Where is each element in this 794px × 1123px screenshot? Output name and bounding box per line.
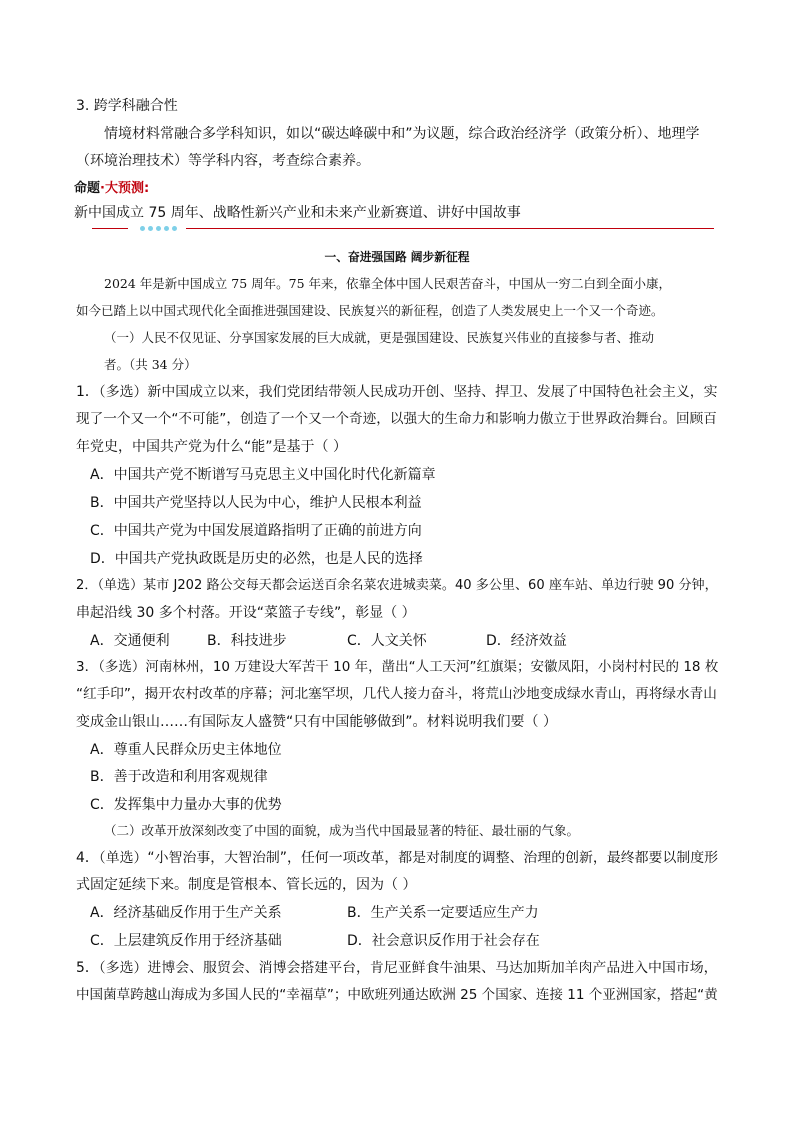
q1-line2: 现了一个又一个“不可能”，创造了一个又一个奇迹，以强大的生命力和影响力傲立于世界政治舞台。回顾百 xyxy=(76,411,717,427)
q3-line1: 3．（多选）河南林州，10 万建设大军苦干 10 年，凿出“人工天河”红旗渠；安徽凤阳，小岗村村民的 18 枚 xyxy=(76,659,719,675)
q4-option-d: D．社会意识反作用于社会存在 xyxy=(347,933,540,949)
forecast-label-sep: · xyxy=(100,181,105,196)
forecast-label-main: 大预测: xyxy=(104,181,150,196)
q1-line3: 年党史，中国共产党为什么“能”是基于（ ） xyxy=(76,439,347,455)
divider-dot xyxy=(164,226,169,231)
subsection-1-line1: （一）人民不仅见证、分享国家发展的巨大成就，更是强国建设、民族复兴伟业的直接参与者、推动 xyxy=(104,330,655,345)
q5-line2: 中国菌草跨越山海成为多国人民的“幸福草”；中欧班列通达欧洲 25 个国家、连接 11 个亚洲国家，搭起“黄 xyxy=(76,987,718,1003)
q3-line2: “红手印”，揭开农村改革的序幕；河北塞罕坝，几代人接力奋斗，将荒山沙地变成绿水青山，再将绿水青山 xyxy=(76,686,717,702)
q4-line2: 式固定延续下来。制度是管根本、管长远的，因为（ ） xyxy=(76,877,417,893)
q2-option-a: A．交通便利 xyxy=(90,633,170,649)
q3-option-b: B．善于改造和利用客观规律 xyxy=(90,769,268,785)
q1-option-a: A．中国共产党不断谱写马克思主义中国化时代化新篇章 xyxy=(90,467,436,483)
section-para-line2: 如今已踏上以中国式现代化全面推进强国建设、民族复兴的新征程，创造了人类发展史上一个又一个奇迹。 xyxy=(76,303,664,318)
divider-dot xyxy=(172,226,177,231)
q1-option-d: D．中国共产党执政既是历史的必然，也是人民的选择 xyxy=(90,551,423,567)
divider-dot xyxy=(156,226,161,231)
forecast-label xyxy=(74,180,149,198)
q4-line1: 4．（单选）“小智治事，大智治制”，任何一项改革，都是对制度的调整、治理的创新，最终都要以制度形 xyxy=(76,850,719,866)
intro-body-line2: （环境治理技术）等学科内容，考查综合素养。 xyxy=(76,153,370,169)
q1-option-b: B．中国共产党坚持以人民为中心，维护人民根本利益 xyxy=(90,495,422,511)
subsection-1-line2: 者。（共 34 分） xyxy=(104,357,197,372)
divider-dot xyxy=(140,226,145,231)
q1-line1: 1．（多选）新中国成立以来，我们党团结带领人民成功开创、坚持、捍卫、发展了中国特色社会主义，实 xyxy=(76,384,718,400)
q2-line1: 2．（单选）某市 J202 路公交每天都会运送百余名菜农进城卖菜。40 多公里、60 座车站、单边行驶 90 分钟， xyxy=(76,578,718,593)
section-title: 一、奋进强国路 阔步新征程 xyxy=(324,250,470,264)
q3-option-c: C．发挥集中力量办大事的优势 xyxy=(90,797,282,813)
q3-option-a: A．尊重人民群众历史主体地位 xyxy=(90,742,282,758)
q3-line3: 变成金山银山……有国际友人盛赞“只有中国能够做到”。材料说明我们要（ ） xyxy=(76,714,557,730)
q2-option-c: C．人文关怀 xyxy=(347,633,427,649)
forecast-topics: 新中国成立 75 周年、战略性新兴产业和未来产业新赛道、讲好中国故事 xyxy=(74,205,521,221)
q2-option-b: B．科技进步 xyxy=(207,633,287,649)
section-para-line1: 2024 年是新中国成立 75 周年。75 年来，依靠全体中国人民艰苦奋斗，中国从一穷二白到全面小康， xyxy=(104,276,672,291)
q2-line2: 串起沿线 30 多个村落。开设“菜篮子专线”，彰显（ ） xyxy=(76,605,416,621)
divider-rule-left xyxy=(92,228,128,229)
divider-dot xyxy=(148,226,153,231)
divider-rule-right xyxy=(186,228,714,229)
subsection-2: （二）改革开放深刻改变了中国的面貌，成为当代中国最显著的特征、最壮丽的气象。 xyxy=(104,823,580,838)
q5-line1: 5．（多选）进博会、服贸会、消博会搭建平台，肯尼亚鲜食牛油果、马达加斯加羊肉产品进入中国市场， xyxy=(76,960,718,976)
q4-option-a: A．经济基础反作用于生产关系 xyxy=(90,905,282,921)
intro-body-line1: 情境材料常融合多学科知识，如以“碳达峰碳中和”为议题，综合政治经济学（政策分析）、地理学 xyxy=(104,126,700,142)
intro-heading: 3. 跨学科融合性 xyxy=(76,98,178,114)
q4-option-c: C．上层建筑反作用于经济基础 xyxy=(90,933,282,949)
forecast-label-prefix: 命题 xyxy=(74,181,101,196)
q1-option-c: C．中国共产党为中国发展道路指明了正确的前进方向 xyxy=(90,523,422,539)
q4-option-b: B．生产关系一定要适应生产力 xyxy=(347,905,539,921)
q2-option-d: D．经济效益 xyxy=(486,633,567,649)
